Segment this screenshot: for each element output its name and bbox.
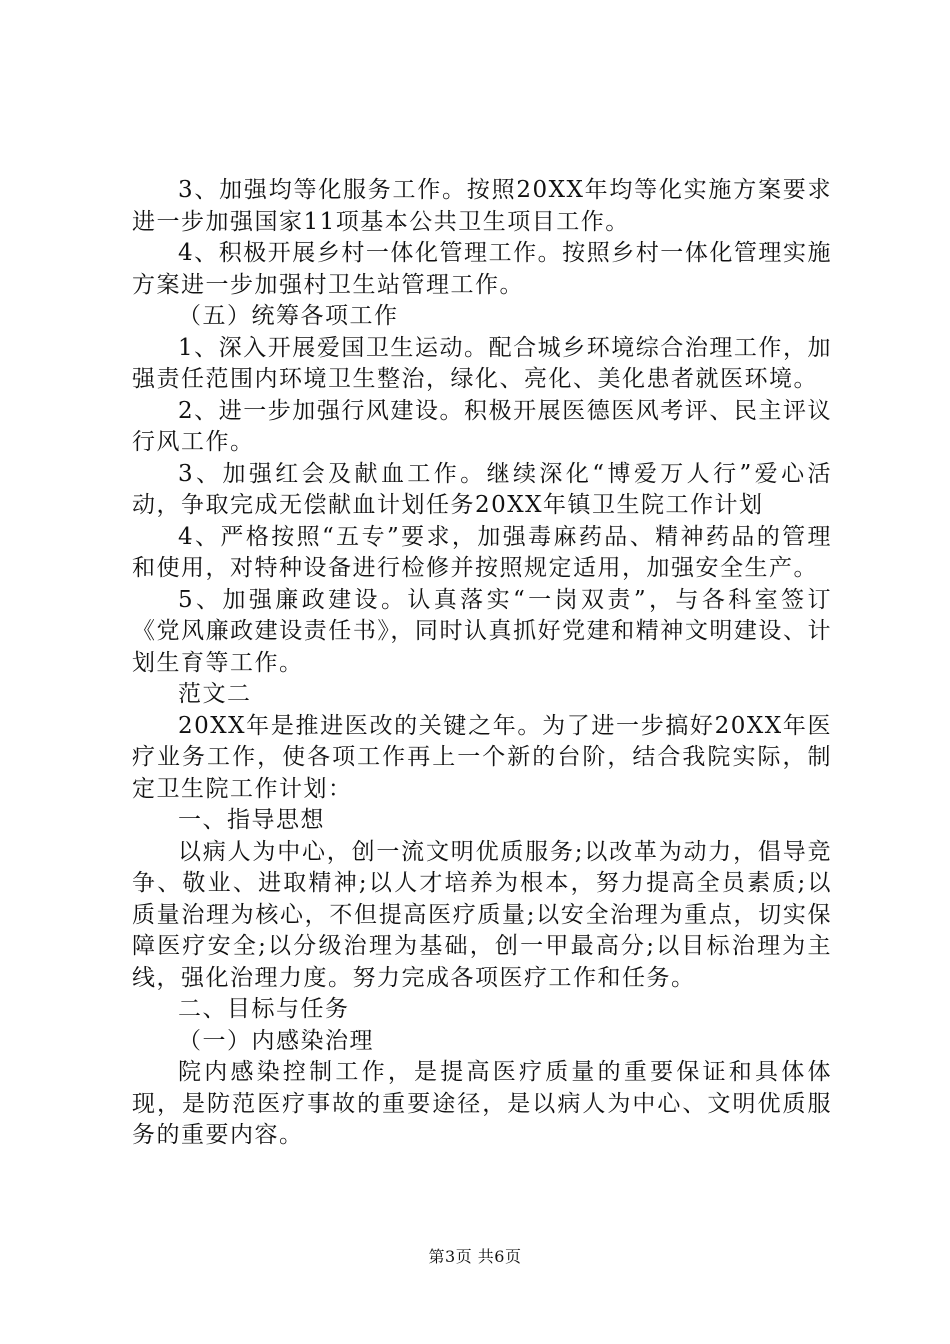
page-number-footer: 第3页 共6页: [428, 1247, 522, 1266]
paragraph: 4、积极开展乡村一体化管理工作。按照乡村一体化管理实施方案进一步加强村卫生站管理工作。: [132, 240, 832, 298]
section-heading: （一）内感染治理: [178, 1027, 374, 1054]
paragraph: 3、加强均等化服务工作。按照20XX年均等化实施方案要求进一步加强国家11项基本公共卫生项目工作。: [132, 177, 832, 235]
paragraph: 3、加强红会及献血工作。继续深化“博爱万人行”爱心活动，争取完成无偿献血计划任务20XX年镇卫生院工作计划: [132, 460, 832, 518]
paragraph: 2、进一步加强行风建设。积极开展医德医风考评、民主评议行风工作。: [132, 397, 832, 455]
section-heading: 二、目标与任务: [178, 996, 350, 1022]
section-heading: （五）统筹各项工作: [178, 303, 399, 329]
paragraph: 5、加强廉政建设。认真落实“一岗双责”，与各科室签订《党风廉政建设责任书》，同时认真抓好党建和精神文明建设、计划生育等工作。: [132, 586, 832, 676]
section-heading: 一、指导思想: [178, 807, 325, 833]
section-heading: 范文二: [178, 681, 252, 707]
paragraph: 1、深入开展爱国卫生运动。配合城乡环境综合治理工作，加强责任范围内环境卫生整治，绿化、亮化、美化患者就医环境。: [132, 334, 832, 392]
document-body: [132, 175, 832, 1152]
paragraph: 4、严格按照“五专”要求，加强毒麻药品、精神药品的管理和使用，对特种设备进行检修并按照规定适用，加强安全生产。: [132, 523, 832, 581]
paragraph: 院内感染控制工作，是提高医疗质量的重要保证和具体体现，是防范医疗事故的重要途径，是以病人为中心、文明优质服务的重要内容。: [132, 1059, 832, 1148]
paragraph: 以病人为中心，创一流文明优质服务;以改革为动力，倡导竞争、敬业、进取精神;以人才培养为根本，努力提高全员素质;以质量治理为核心，不但提高医疗质量;以安全治理为重点，切实保障医疗安全;以分级治理为基础，创一甲最高分;以目标治理为主线，强化治理力度。努力完成各项医疗工作和任务。: [132, 838, 832, 991]
paragraph: 20XX年是推进医改的关键之年。为了进一步搞好20XX年医疗业务工作，使各项工作再上一个新的台阶，结合我院实际，制定卫生院工作计划：: [132, 712, 832, 802]
